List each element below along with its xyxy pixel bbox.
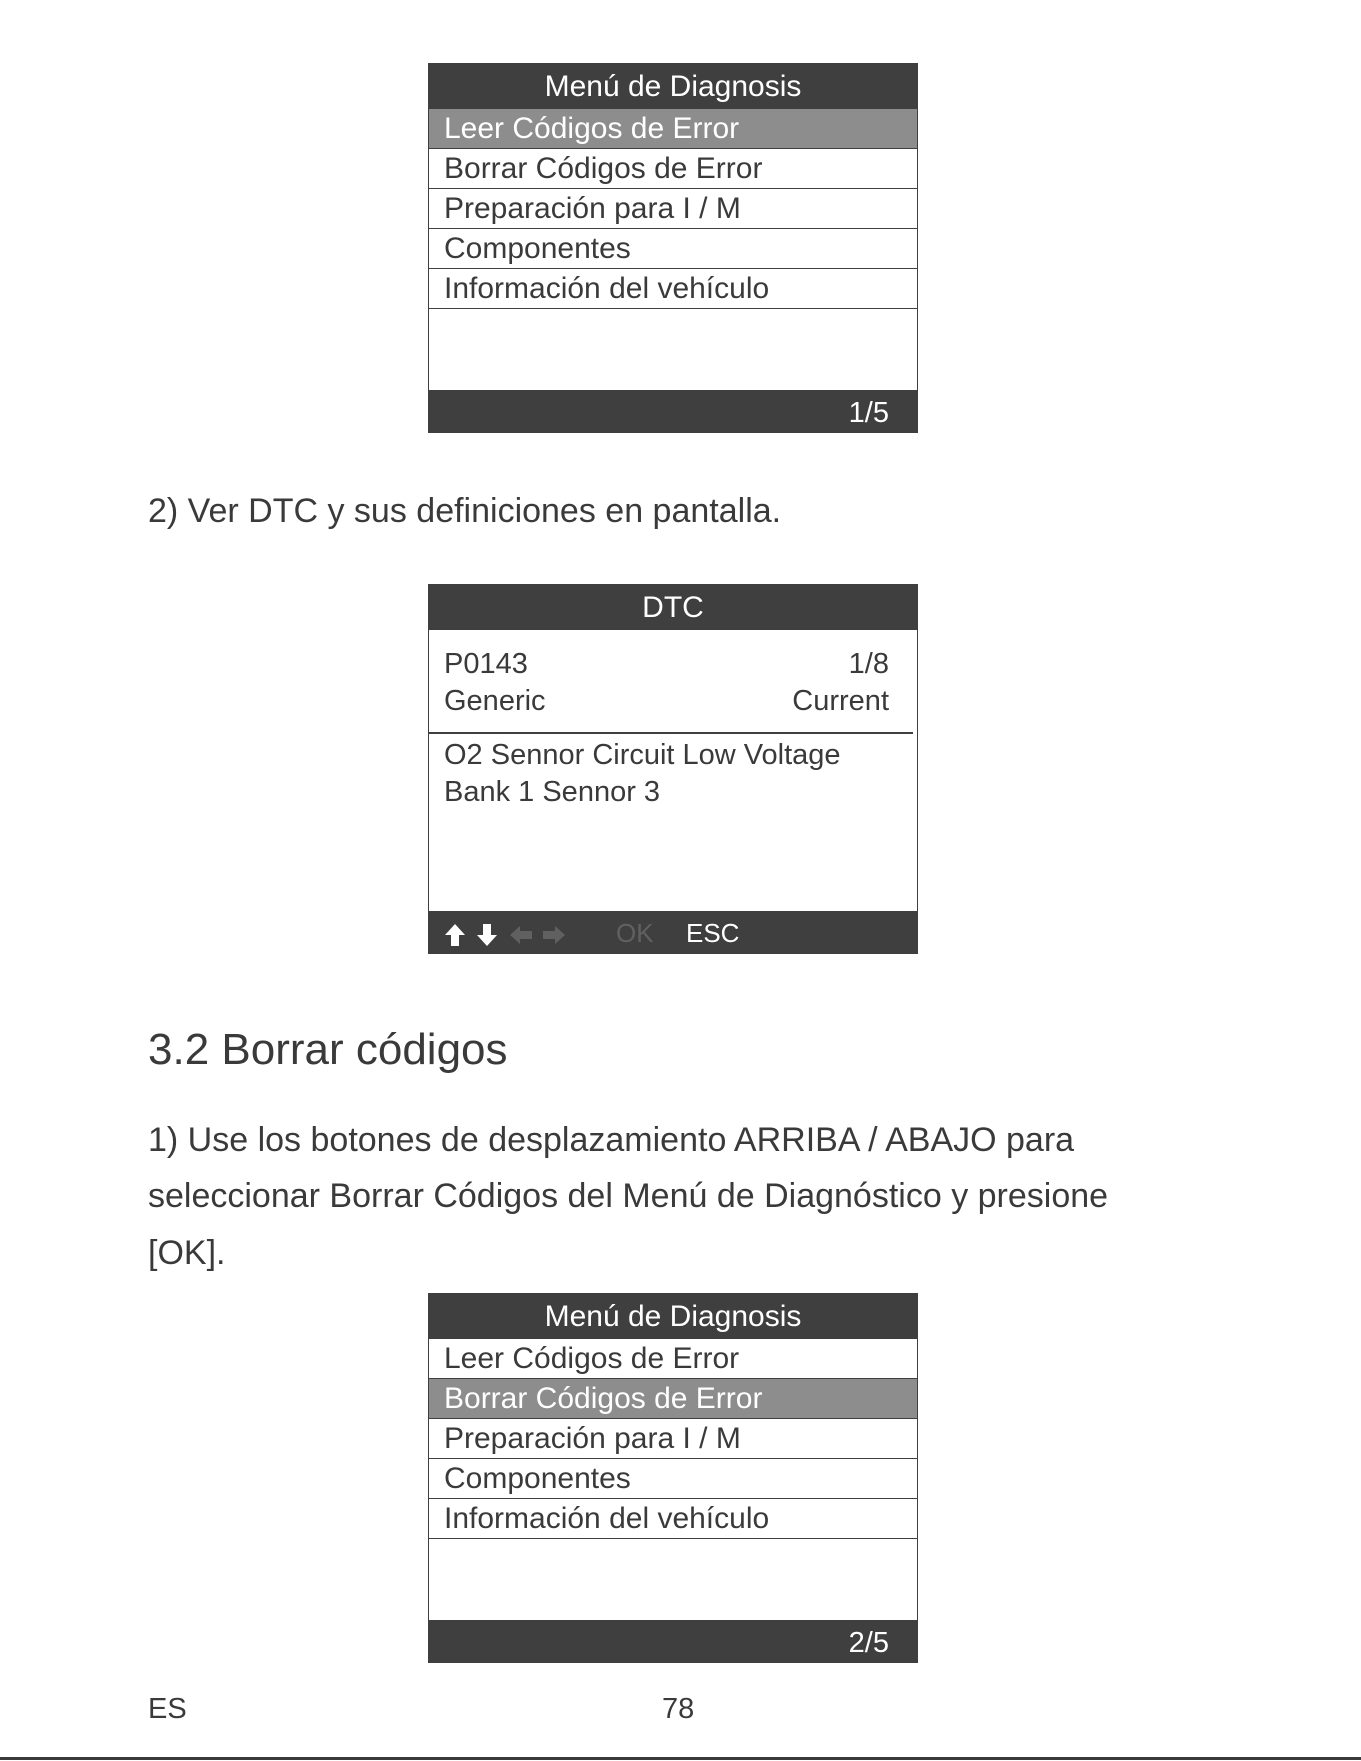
dtc-description-line-2: Bank 1 Sennor 3 xyxy=(444,776,661,808)
step-1-line-3: [OK]. xyxy=(148,1234,226,1272)
arrow-left-icon xyxy=(509,925,533,945)
screen-title: Menú de Diagnosis xyxy=(429,1294,917,1339)
diagnosis-menu xyxy=(429,1339,917,1539)
page-bottom-rule xyxy=(0,1757,1361,1760)
dtc-type-row xyxy=(444,685,889,723)
page-number: 78 xyxy=(662,1693,695,1725)
menu-item-components[interactable]: Componentes xyxy=(429,1459,917,1499)
diagnosis-menu-screen-2 xyxy=(428,1293,918,1663)
arrow-down-icon[interactable] xyxy=(476,923,498,947)
menu-item-components[interactable]: Componentes xyxy=(429,229,917,269)
dtc-status: Current xyxy=(792,685,889,717)
dtc-code: P0143 xyxy=(444,648,528,680)
dtc-type: Generic xyxy=(444,685,546,717)
menu-item-im-readiness[interactable]: Preparación para I / M xyxy=(429,1419,917,1459)
section-heading: 3.2 Borrar códigos xyxy=(148,1025,508,1074)
language-code: ES xyxy=(148,1693,187,1725)
ok-button: OK xyxy=(616,918,654,948)
screen-footer xyxy=(429,390,917,432)
page-indicator: 1/5 xyxy=(848,397,889,429)
dtc-index: 1/8 xyxy=(848,648,889,680)
dtc-title: DTC xyxy=(429,585,917,630)
step-2-text: 2) Ver DTC y sus definiciones en pantalla. xyxy=(148,492,782,530)
screen-footer xyxy=(429,1620,917,1662)
menu-item-vehicle-info[interactable]: Información del vehículo xyxy=(429,269,917,309)
menu-item-erase-codes[interactable]: Borrar Códigos de Error xyxy=(429,1379,917,1419)
arrow-right-icon xyxy=(542,925,566,945)
menu-item-vehicle-info[interactable]: Información del vehículo xyxy=(429,1499,917,1539)
menu-item-read-codes[interactable]: Leer Códigos de Error xyxy=(429,109,917,149)
step-1-line-1: 1) Use los botones de desplazamiento ARRIBA / ABAJO para xyxy=(148,1121,1075,1159)
menu-item-erase-codes[interactable]: Borrar Códigos de Error xyxy=(429,149,917,189)
screen-title: Menú de Diagnosis xyxy=(429,64,917,109)
diagnosis-menu xyxy=(429,109,917,309)
dtc-divider xyxy=(429,732,913,734)
menu-item-read-codes[interactable]: Leer Códigos de Error xyxy=(429,1339,917,1379)
menu-item-im-readiness[interactable]: Preparación para I / M xyxy=(429,189,917,229)
step-1-line-2: seleccionar Borrar Códigos del Menú de Diagnóstico y presione xyxy=(148,1177,1109,1215)
page-indicator: 2/5 xyxy=(848,1627,889,1659)
dtc-footer xyxy=(429,911,917,953)
esc-button[interactable]: ESC xyxy=(686,918,740,948)
dtc-code-row xyxy=(444,648,889,686)
dtc-screen xyxy=(428,584,918,954)
diagnosis-menu-screen-1 xyxy=(428,63,918,433)
dtc-description-line-1: O2 Sennor Circuit Low Voltage xyxy=(444,739,841,771)
arrow-up-icon[interactable] xyxy=(444,923,466,947)
